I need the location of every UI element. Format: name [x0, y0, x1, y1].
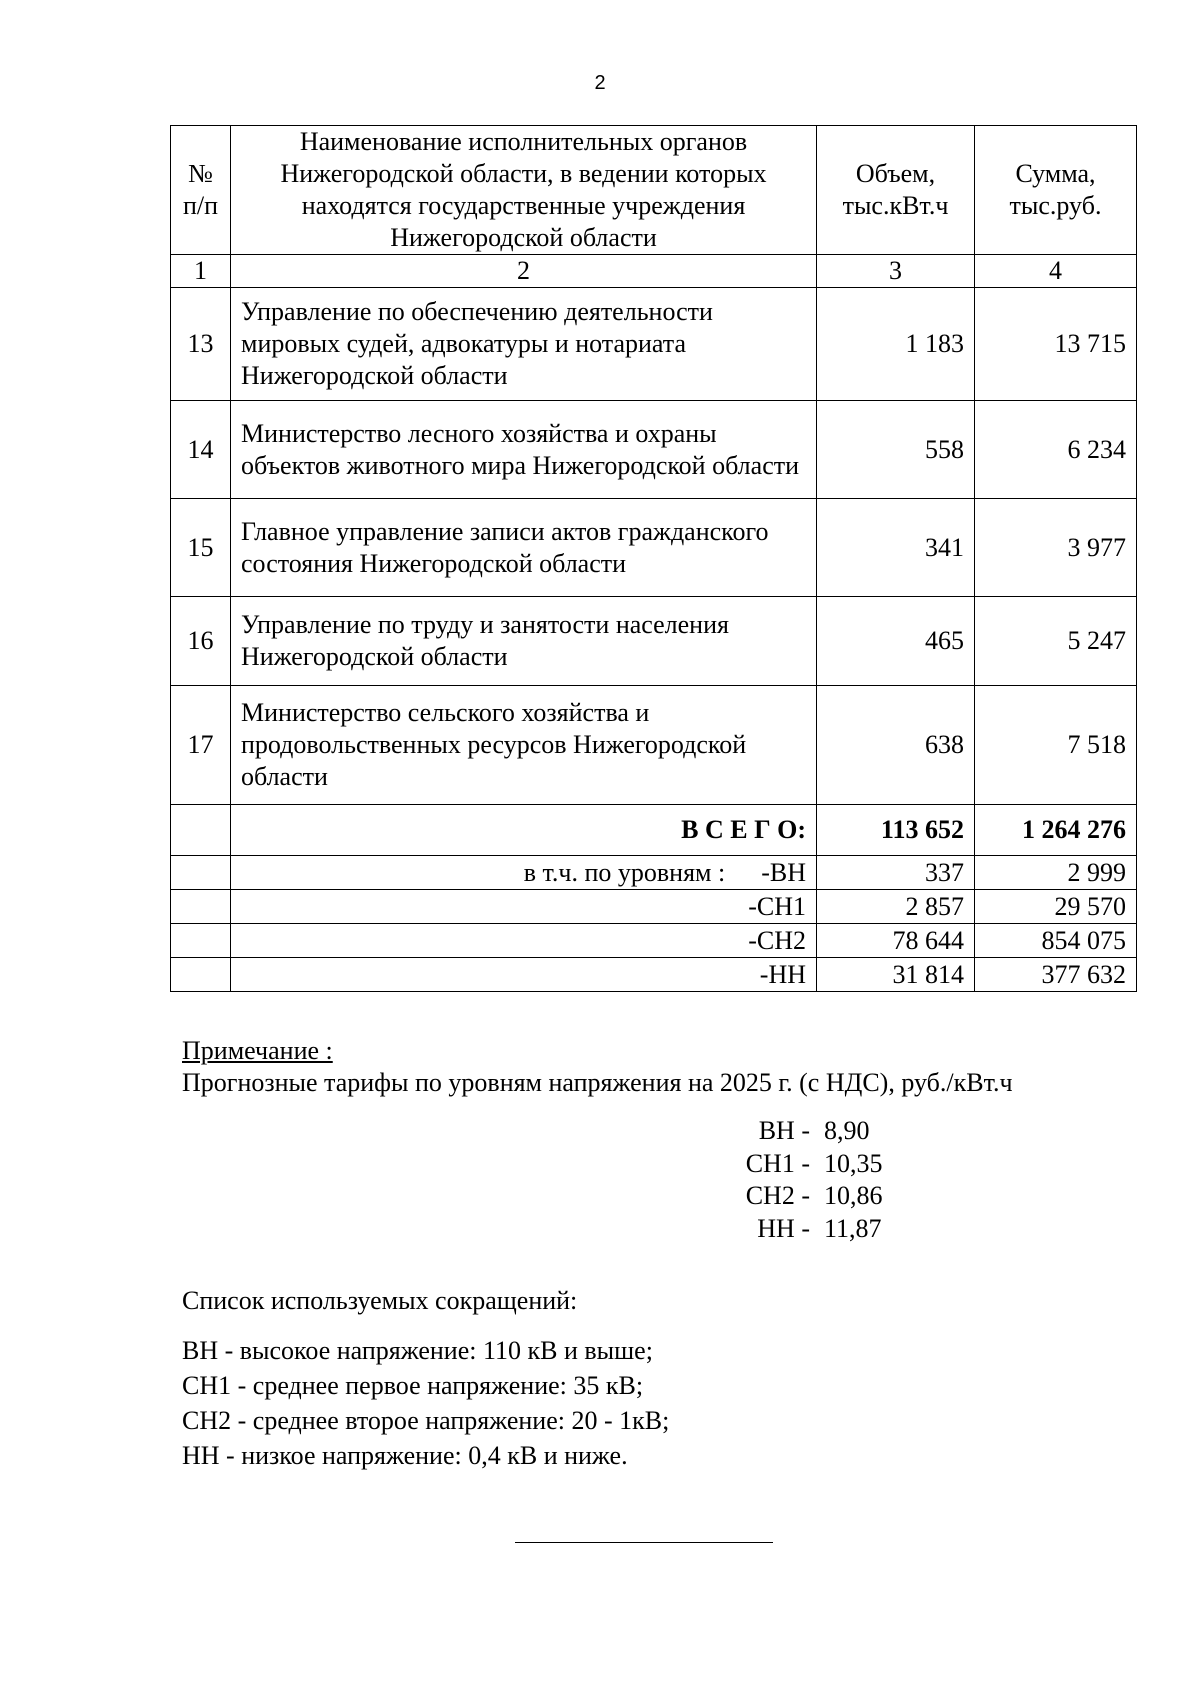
level-empty-cell — [171, 890, 231, 924]
levels-prefix: в т.ч. по уровням : — [523, 857, 726, 887]
tariff-level: ВН - — [758, 1116, 810, 1145]
tariff-list — [690, 1115, 883, 1245]
row-sum: 7 518 — [975, 686, 1137, 805]
level-row — [171, 958, 1137, 992]
level-label: -ВН — [761, 857, 806, 887]
level-sum: 377 632 — [975, 958, 1137, 992]
level-label: -СН1 — [231, 890, 817, 924]
tariff-row — [690, 1180, 883, 1213]
page-number: 2 — [594, 72, 606, 94]
total-row — [171, 805, 1137, 856]
column-numbers-row — [171, 255, 1137, 288]
level-volume: 78 644 — [817, 924, 975, 958]
row-name: Главное управление записи актов гражданского состояния Нижегородской области — [231, 499, 817, 597]
total-label: В С Е Г О: — [231, 805, 817, 856]
energy-table — [170, 125, 1137, 992]
table-row — [171, 288, 1137, 401]
row-volume: 558 — [817, 401, 975, 499]
abbreviation-item: НН - низкое напряжение: 0,4 кВ и ниже. — [182, 1441, 628, 1470]
note-text: Прогнозные тарифы по уровням напряжения на 2025 г. (с НДС), руб./кВт.ч — [182, 1068, 1013, 1097]
level-empty-cell — [171, 856, 231, 890]
tariff-value: 10,86 — [824, 1181, 883, 1210]
row-name: Министерство сельского хозяйства и продовольственных ресурсов Нижегородской области — [231, 686, 817, 805]
level-empty-cell — [171, 924, 231, 958]
row-name: Министерство лесного хозяйства и охраны объектов животного мира Нижегородской области — [231, 401, 817, 499]
tariff-level: НН - — [757, 1213, 810, 1243]
abbreviations-title: Список используемых сокращений: — [182, 1286, 578, 1315]
total-sum: 1 264 276 — [975, 805, 1137, 856]
header-name: Наименование исполнительных органов Нижегородской области, в ведении которых находятся государственные учреждения Нижегородской области — [231, 126, 817, 255]
row-volume: 341 — [817, 499, 975, 597]
row-name: Управление по обеспечению деятельности мировых судей, адвокатуры и нотариата Нижегородской области — [231, 288, 817, 401]
level-row — [171, 924, 1137, 958]
abbreviation-item: СН1 - среднее первое напряжение: 35 кВ; — [182, 1371, 644, 1400]
tariff-value: 11,87 — [824, 1213, 882, 1243]
level-label-cell — [231, 856, 817, 890]
header-num: № п/п — [171, 126, 231, 255]
level-row — [171, 856, 1137, 890]
level-volume: 31 814 — [817, 958, 975, 992]
table-row — [171, 597, 1137, 686]
note-section — [182, 1035, 1013, 1099]
tariff-row — [690, 1213, 883, 1246]
level-sum: 29 570 — [975, 890, 1137, 924]
abbreviation-item: ВН - высокое напряжение: 110 кВ и выше; — [182, 1336, 653, 1365]
tariff-row — [690, 1148, 883, 1181]
row-sum: 5 247 — [975, 597, 1137, 686]
row-name: Управление по труду и занятости населения Нижегородской области — [231, 597, 817, 686]
tariff-row — [690, 1115, 883, 1148]
row-volume: 465 — [817, 597, 975, 686]
level-label: -НН — [231, 958, 817, 992]
level-row — [171, 890, 1137, 924]
row-sum: 6 234 — [975, 401, 1137, 499]
column-number: 4 — [975, 255, 1137, 288]
row-sum: 3 977 — [975, 499, 1137, 597]
row-num: 15 — [171, 499, 231, 597]
tariff-value: 10,35 — [824, 1148, 883, 1178]
table-row — [171, 401, 1137, 499]
table-row — [171, 499, 1137, 597]
table-row — [171, 686, 1137, 805]
column-number: 3 — [817, 255, 975, 288]
level-volume: 2 857 — [817, 890, 975, 924]
row-num: 14 — [171, 401, 231, 499]
abbreviation-item: СН2 - среднее второе напряжение: 20 - 1кВ; — [182, 1406, 670, 1435]
tariff-value: 8,90 — [824, 1116, 870, 1145]
level-volume: 337 — [817, 856, 975, 890]
tariff-level: СН1 - — [745, 1148, 810, 1178]
column-number: 1 — [171, 255, 231, 288]
total-empty-cell — [171, 805, 231, 856]
note-title: Примечание : — [182, 1036, 333, 1065]
header-volume: Объем, тыс.кВт.ч — [817, 126, 975, 255]
row-volume: 1 183 — [817, 288, 975, 401]
level-sum: 2 999 — [975, 856, 1137, 890]
header-sum: Сумма, тыс.руб. — [975, 126, 1137, 255]
row-num: 16 — [171, 597, 231, 686]
row-num: 17 — [171, 686, 231, 805]
tariff-level: СН2 - — [745, 1181, 810, 1210]
table-header-row — [171, 126, 1137, 255]
abbreviations-section — [182, 1285, 669, 1473]
level-label: -СН2 — [231, 924, 817, 958]
row-sum: 13 715 — [975, 288, 1137, 401]
row-volume: 638 — [817, 686, 975, 805]
level-empty-cell — [171, 958, 231, 992]
row-num: 13 — [171, 288, 231, 401]
level-sum: 854 075 — [975, 924, 1137, 958]
end-divider — [515, 1542, 773, 1543]
column-number: 2 — [231, 255, 817, 288]
total-volume: 113 652 — [817, 805, 975, 856]
